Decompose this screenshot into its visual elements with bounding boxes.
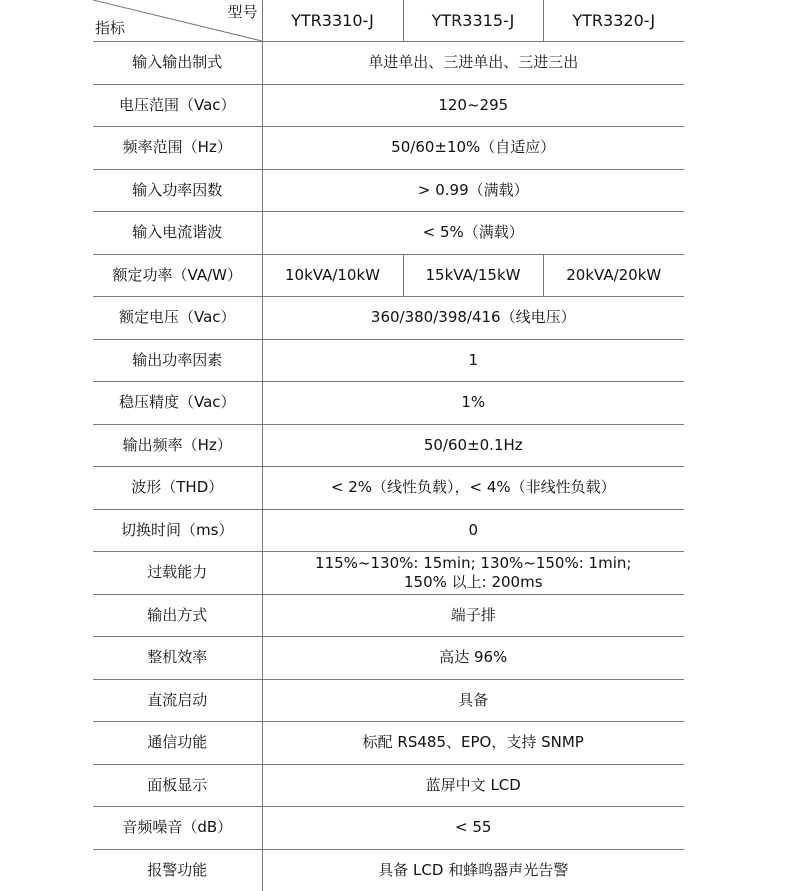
row-label: 输出功率因素	[93, 339, 262, 382]
row-value: 具备 LCD 和蜂鸣器声光告警	[378, 860, 569, 879]
spec-row	[93, 722, 684, 765]
row-model-value: 15kVA/15kW	[403, 254, 543, 297]
corner-cell	[93, 0, 262, 42]
spec-row	[93, 849, 684, 891]
spec-row	[93, 42, 684, 85]
row-label: 输入输出制式	[93, 42, 262, 85]
row-label: 通信功能	[93, 722, 262, 765]
row-label: 额定功率（VA/W）	[93, 254, 262, 297]
spec-row	[93, 637, 684, 680]
row-value: 120~295	[262, 84, 684, 127]
row-label: 输出方式	[93, 594, 262, 637]
row-label: 频率范围（Hz）	[93, 127, 262, 170]
row-model-value: 20kVA/20kW	[543, 254, 684, 297]
row-label: 额定电压（Vac）	[93, 297, 262, 340]
corner-indicator-label: 指标	[95, 19, 126, 37]
row-label: 切换时间（ms）	[93, 509, 262, 552]
row-value: 高达 96%	[262, 637, 684, 680]
row-value-line: 115%~130%: 15min; 130%~150%: 1min;	[315, 553, 632, 572]
row-label: 输入电流谐波	[93, 212, 262, 255]
spec-table	[93, 0, 684, 891]
header-row	[93, 0, 684, 42]
corner-model-label: 型号	[227, 3, 258, 21]
spec-row	[93, 382, 684, 425]
row-label: 波形（THD）	[93, 467, 262, 510]
row-value: < 2%（线性负载），< 4%（非线性负载）	[262, 467, 684, 510]
spec-row	[93, 212, 684, 255]
row-value: 1%	[262, 382, 684, 425]
spec-row	[93, 339, 684, 382]
spec-row	[93, 297, 684, 340]
model-header: YTR3310-J	[262, 0, 403, 42]
row-value: < 5%（满载）	[262, 212, 684, 255]
spec-sheet	[93, 0, 684, 887]
row-value: 50/60±0.1Hz	[262, 424, 684, 467]
row-value: 端子排	[262, 594, 684, 637]
row-model-value: 10kVA/10kW	[262, 254, 403, 297]
row-value: > 0.99（满载）	[262, 169, 684, 212]
spec-row	[93, 509, 684, 552]
row-label: 面板显示	[93, 764, 262, 807]
row-label: 输出频率（Hz）	[93, 424, 262, 467]
row-label: 音频噪音（dB）	[93, 807, 262, 850]
spec-row	[93, 807, 684, 850]
spec-row	[93, 169, 684, 212]
row-value: < 55	[262, 807, 684, 850]
model-header: YTR3320-J	[543, 0, 684, 42]
row-value: 单进单出、三进单出、三进三出	[262, 42, 684, 85]
spec-row	[93, 127, 684, 170]
row-label: 直流启动	[93, 679, 262, 722]
row-label: 稳压精度（Vac）	[93, 382, 262, 425]
row-value: 360/380/398/416（线电压）	[262, 297, 684, 340]
row-value: 标配 RS485、EPO，支持 SNMP	[262, 722, 684, 765]
spec-row	[93, 424, 684, 467]
row-label: 整机效率	[93, 637, 262, 680]
spec-row	[93, 467, 684, 510]
spec-row	[93, 552, 684, 595]
spec-row	[93, 84, 684, 127]
row-value: 具备	[262, 679, 684, 722]
row-value: 50/60±10%（自适应）	[262, 127, 684, 170]
row-label: 电压范围（Vac）	[93, 84, 262, 127]
model-header: YTR3315-J	[403, 0, 543, 42]
spec-row	[93, 764, 684, 807]
row-label: 报警功能	[93, 849, 262, 891]
row-value-line: 150% 以上: 200ms	[403, 572, 543, 591]
spec-row	[93, 254, 684, 297]
row-label: 过载能力	[93, 552, 262, 595]
spec-row	[93, 679, 684, 722]
spec-row	[93, 594, 684, 637]
row-value: 蓝屏中文 LCD	[262, 764, 684, 807]
row-value: 0	[262, 509, 684, 552]
row-value	[262, 552, 684, 595]
row-value: 1	[262, 339, 684, 382]
row-label: 输入功率因数	[93, 169, 262, 212]
